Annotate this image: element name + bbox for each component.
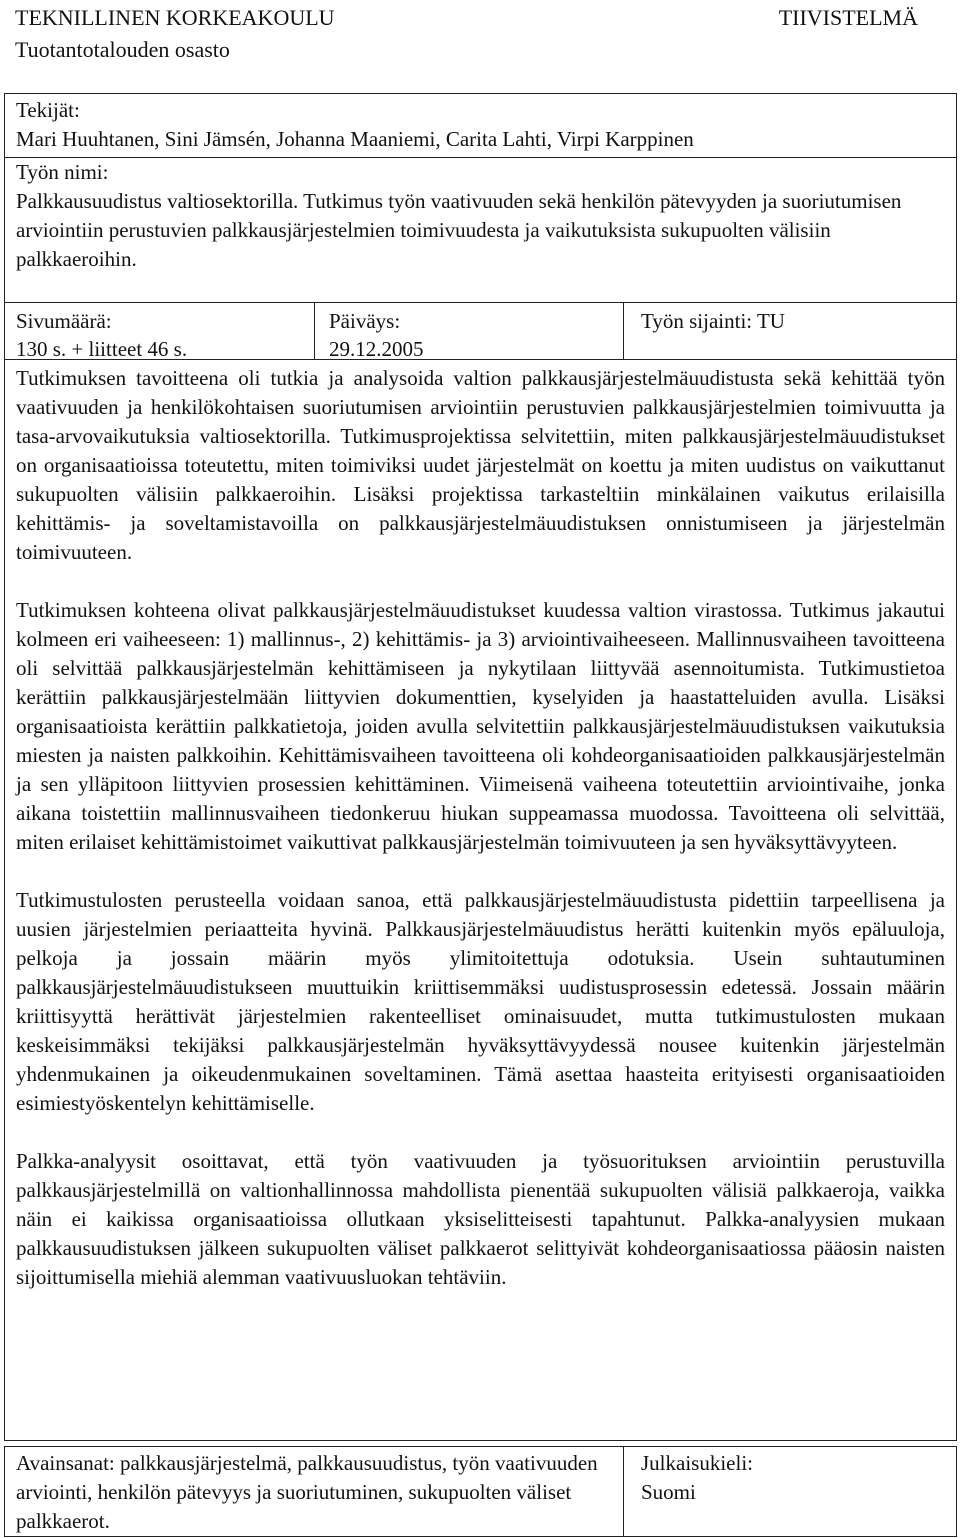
pages-label: Sivumäärä:	[16, 309, 112, 333]
abstract-paragraph-2: Tutkimuksen kohteena olivat palkkausjärjestelmäuudistukset kuudessa valtion virastossa. Tutkimus jakautui kolmeen eri vaiheeseen: 1) mallinnus-, 2) kehittämis- ja 3) arviointivaiheeseen. Mallinnusvaiheen tavoitteena oli selvittää palkkausjärjestelmän kehittämiseen ja nykytilaan liittyvää asennoitumista. Tutkimustietoa kerättiin palkkausjärjestelmään liittyvien dokumenttien, kyselyiden ja haastatteluiden avulla. Lisäksi organisaatioista kerättiin palkkatietoja, joiden avulla selvitettiin palkkausjärjestelmäuudistuksen vaikutuksia miesten ja naisten palkkoihin. Kehittämisvaiheen tavoitteena oli kohdeorganisaatioiden palkkausjärjestelmän ja sen ylläpitoon liittyvien prosessien kehittäminen. Viimeisenä vaiheena toteutettiin arviointivaihe, jonka aikana toistettiin mallinnusvaiheen tiedonkeruu hiukan suppeamassa muodossa. Tavoitteena oli selvittää, miten erilaiset kehittämistoimet vaikuttivat palkkausjärjestelmän toimivuuteen ja sen hyväksyttävyyteen.	[16, 598, 945, 854]
date-value: 29.12.2005	[329, 337, 424, 361]
pages-cell	[16, 303, 306, 359]
abstract-section	[5, 359, 956, 1292]
location-cell	[623, 303, 960, 359]
abstract-paragraph-4: Palkka-analyysit osoittavat, että työn vaativuuden ja työsuorituksen arviointiin perustuvilla palkkausjärjestelmillä on valtionhallinnossa mahdollista pienentää sukupuolten välisiä palkkaeroja, vaikka näin ei kaikissa organisaatioissa ollutkaan yksiselitteisesti tapahtunut. Palkka-analyysien mukaan palkkausuudistuksen jälkeen sukupuolten väliset palkkaerot selittyivät kohdeorganisaatiossa pääosin naisten sijoittumisella miehiä alemman vaativuusluokan tehtäviin.	[16, 1149, 945, 1289]
date-label: Päiväys:	[329, 309, 401, 333]
language-cell	[623, 1447, 941, 1536]
university-name: TEKNILLINEN KORKEAKOULU	[15, 5, 335, 30]
header-left	[15, 2, 515, 66]
work-name-label: Työn nimi:	[16, 160, 109, 184]
work-name-value: Palkkausuudistus valtiosektorilla. Tutkimus työn vaativuuden sekä henkilön pätevyyden ja suoriutumisen arviointiin perustuvien palkkausjärjestelmien toimivuudesta ja vaikutuksista sukupuolten välisiin palkkaeroihin.	[16, 189, 902, 271]
authors-value: Mari Huuhtanen, Sini Jämsén, Johanna Maaniemi, Carita Lahti, Virpi Karppinen	[16, 127, 694, 151]
date-cell	[314, 303, 629, 359]
language-value: Suomi	[641, 1480, 696, 1504]
abstract-paragraph-1: Tutkimuksen tavoitteena oli tutkia ja analysoida valtion palkkausjärjestelmäuudistusta sekä kehittää työn vaativuuden ja henkilökohtaisen suoriutumisen arviointiin perustuvien palkkausjärjestelmien toimivuutta ja tasa-arvovaikutuksia valtiosektorilla. Tutkimusprojektissa selvitettiin, miten palkkausjärjestelmäuudistukset on organisaatioissa toteutettu, miten toimiviksi uudet järjestelmät on koettu ja miten uudistus on vaikuttanut sukupuolten välisiin palkkaeroihin. Lisäksi projektissa tarkasteltiin minkälainen vaikutus erilaisilla kehittämis- ja soveltamistavoilla on palkkausjärjestelmäuudistuksen onnistumiseen ja järjestelmän toimivuuteen.	[16, 366, 945, 564]
footer-row	[4, 1446, 957, 1537]
work-name-section	[5, 157, 956, 274]
authors-label: Tekijät:	[16, 98, 80, 122]
abstract-form	[4, 93, 957, 1441]
department-name: Tuotantotalouden osasto	[15, 37, 230, 62]
pages-value: 130 s. + liitteet 46 s.	[16, 337, 188, 361]
document-type: TIIVISTELMÄ	[778, 5, 918, 30]
keywords: Avainsanat: palkkausjärjestelmä, palkkausuudistus, työn vaativuuden arviointi, henkilön pätevyys ja suoriutuminen, sukupuolten väliset palkkaerot.	[16, 1451, 598, 1533]
location-value: Työn sijainti: TU	[641, 309, 785, 333]
language-label: Julkaisukieli:	[641, 1451, 753, 1475]
abstract-paragraph-3: Tutkimustulosten perusteella voidaan sanoa, että palkkausjärjestelmäuudistusta pidettiin tarpeellisena ja uusien järjestelmien periaatteita hyvinä. Palkkausjärjestelmäuudistus herätti kuitenkin myös epäluuloja, pelkoja ja jossain määrin myös ylimitoitettuja odotuksia. Usein suhtautuminen palkkausjärjestelmäuudistukseen muuttuikin kriittisemmäksi uudistusprosessin edetessä. Jossain määrin kriittisyyttä herättivät järjestelmien rakenteelliset ominaisuudet, mutta tutkimustulosten mukaan keskeisimmäksi tekijäksi palkkausjärjestelmän hyväksyttävyydessä nousee kuitenkin järjestelmän yhdenmukainen ja oikeudenmukainen soveltaminen. Tämä asettaa haasteita erityisesti organisaatioiden esimiestyöskentelyn kehittämiselle.	[16, 888, 945, 1115]
meta-row	[5, 302, 956, 359]
authors-section	[16, 96, 946, 154]
